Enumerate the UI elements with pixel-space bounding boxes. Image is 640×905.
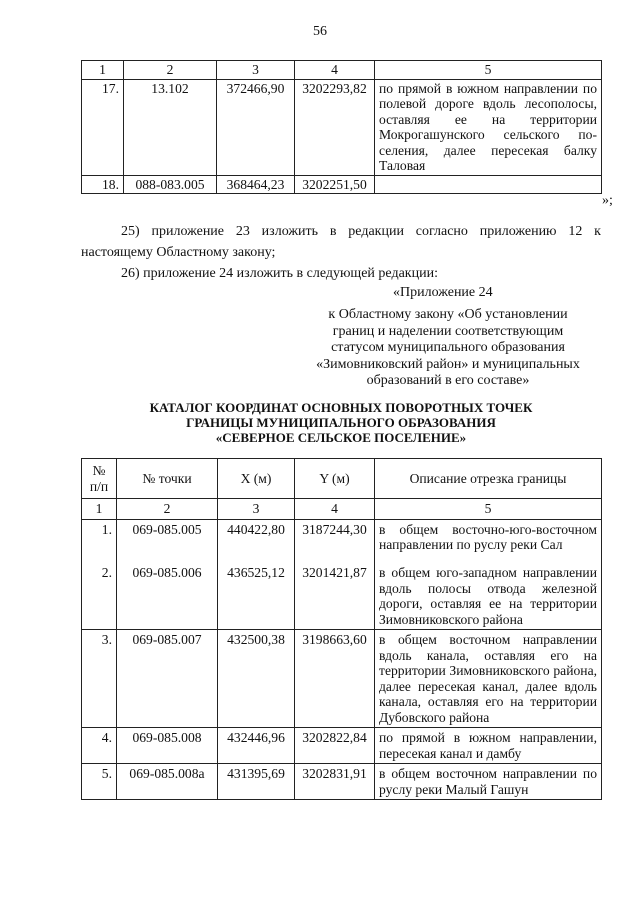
y-coord: 3187244,30 <box>295 519 375 563</box>
table-cell: 4 <box>295 499 375 520</box>
x-coord: 372466,90 <box>217 79 295 175</box>
table-row <box>82 764 602 800</box>
table-row <box>82 175 602 194</box>
point-id: 069-085.008а <box>117 764 218 800</box>
point-id: 13.102 <box>124 79 217 175</box>
row-number: 17. <box>82 79 124 175</box>
heading-line: КАТАЛОГ КООРДИНАТ ОСНОВНЫХ ПОВОРОТНЫХ ТОЧЕК <box>149 400 533 415</box>
appendix-line: к Областному закону «Об установлении <box>328 307 568 322</box>
table-row <box>82 519 602 563</box>
segment-description: в общем восточном направлении вдоль канала, оставляя его на территории Зимовниковского района, далее пересекая канал, далее вдоль канала, оставляя его на территории Дубовского района <box>375 630 602 728</box>
row-number: 3. <box>82 630 117 728</box>
table-cell: 3 <box>218 499 295 520</box>
y-coord: 3202251,50 <box>295 175 375 194</box>
appendix-line: образований в его составе» <box>366 373 530 388</box>
x-coord: 440422,80 <box>218 519 295 563</box>
appendix-title: «Приложение 24 <box>393 285 493 300</box>
segment-description: в общем восточном направлении по руслу реки Малый Гашун <box>375 764 602 800</box>
paragraph-26: 26) приложение 24 изложить в следующей редакции: <box>121 266 438 281</box>
point-id: 069-085.006 <box>117 563 218 630</box>
table-row <box>82 728 602 764</box>
table-row <box>82 79 602 175</box>
x-coord: 432446,96 <box>218 728 295 764</box>
catalog-coordinates-table <box>81 458 602 800</box>
row-number: 1. <box>82 519 117 563</box>
table-row <box>82 630 602 728</box>
x-coord: 431395,69 <box>218 764 295 800</box>
segment-description: в общем восточно-юго-восточном направлении по руслу реки Сал <box>375 519 602 563</box>
heading-line: «СЕВЕРНОЕ СЕЛЬСКОЕ ПОСЕЛЕНИЕ» <box>215 430 467 445</box>
segment-description: в общем юго-западном направлении вдоль полосы отвода железной дороги, оставляя ее на территории Зимовниковского района <box>375 563 602 630</box>
table-index-row <box>82 61 602 80</box>
y-coord: 3198663,60 <box>295 630 375 728</box>
row-number: 18. <box>82 175 124 194</box>
header-x: X (м) <box>218 459 295 499</box>
row-number: 4. <box>82 728 117 764</box>
segment-description: по прямой в южном направлении, пересекая канал и дамбу <box>375 728 602 764</box>
appendix-line: «Зимовниковский район» и муниципальных <box>316 356 580 372</box>
point-id: 069-085.008 <box>117 728 218 764</box>
segment-description: по прямой в южном направлении по полевой дороге вдоль лесополосы, оставляя ее на территории Мокрогашунского сельского поселения, далее пересекая балку Таловая <box>375 79 602 175</box>
table-cell: 4 <box>295 61 375 80</box>
table-cell: 5 <box>375 499 602 520</box>
table-cell: 3 <box>217 61 295 80</box>
paragraph-25: 25) приложение 23 изложить в редакции согласно приложению 12 к настоящему Областному закону; <box>81 224 601 260</box>
row-number: 5. <box>82 764 117 800</box>
table-cell: 1 <box>82 499 117 520</box>
y-coord: 3202822,84 <box>295 728 375 764</box>
header-point: № точки <box>117 459 218 499</box>
point-id: 069-085.005 <box>117 519 218 563</box>
page-number: 56 <box>313 24 327 39</box>
table-row <box>82 563 602 630</box>
table-cell: 2 <box>117 499 218 520</box>
segment-description <box>375 175 602 194</box>
y-coord: 3202293,82 <box>295 79 375 175</box>
y-coord: 3201421,87 <box>295 563 375 630</box>
table-index-row <box>82 499 602 520</box>
table-cell: 5 <box>375 61 602 80</box>
catalog-heading <box>81 400 601 445</box>
row-number: 2. <box>82 563 117 630</box>
heading-line: ГРАНИЦЫ МУНИЦИПАЛЬНОГО ОБРАЗОВАНИЯ <box>186 415 496 430</box>
appendix-line: статусом муниципального образования <box>331 340 565 355</box>
table-header-row <box>82 459 602 499</box>
header-num: № п/п <box>82 459 117 499</box>
x-coord: 432500,38 <box>218 630 295 728</box>
x-coord: 368464,23 <box>217 175 295 194</box>
point-id: 069-085.007 <box>117 630 218 728</box>
appendix-line: границ и наделении соответствующим <box>332 323 564 339</box>
appendix-caption <box>298 307 598 390</box>
header-desc: Описание отрезка границы <box>375 459 602 499</box>
continued-coordinates-table <box>81 60 602 194</box>
table-cell: 2 <box>124 61 217 80</box>
table-cell: 1 <box>82 61 124 80</box>
quote-end-mark: »; <box>602 193 613 208</box>
x-coord: 436525,12 <box>218 563 295 630</box>
y-coord: 3202831,91 <box>295 764 375 800</box>
header-y: Y (м) <box>295 459 375 499</box>
point-id: 088-083.005 <box>124 175 217 194</box>
